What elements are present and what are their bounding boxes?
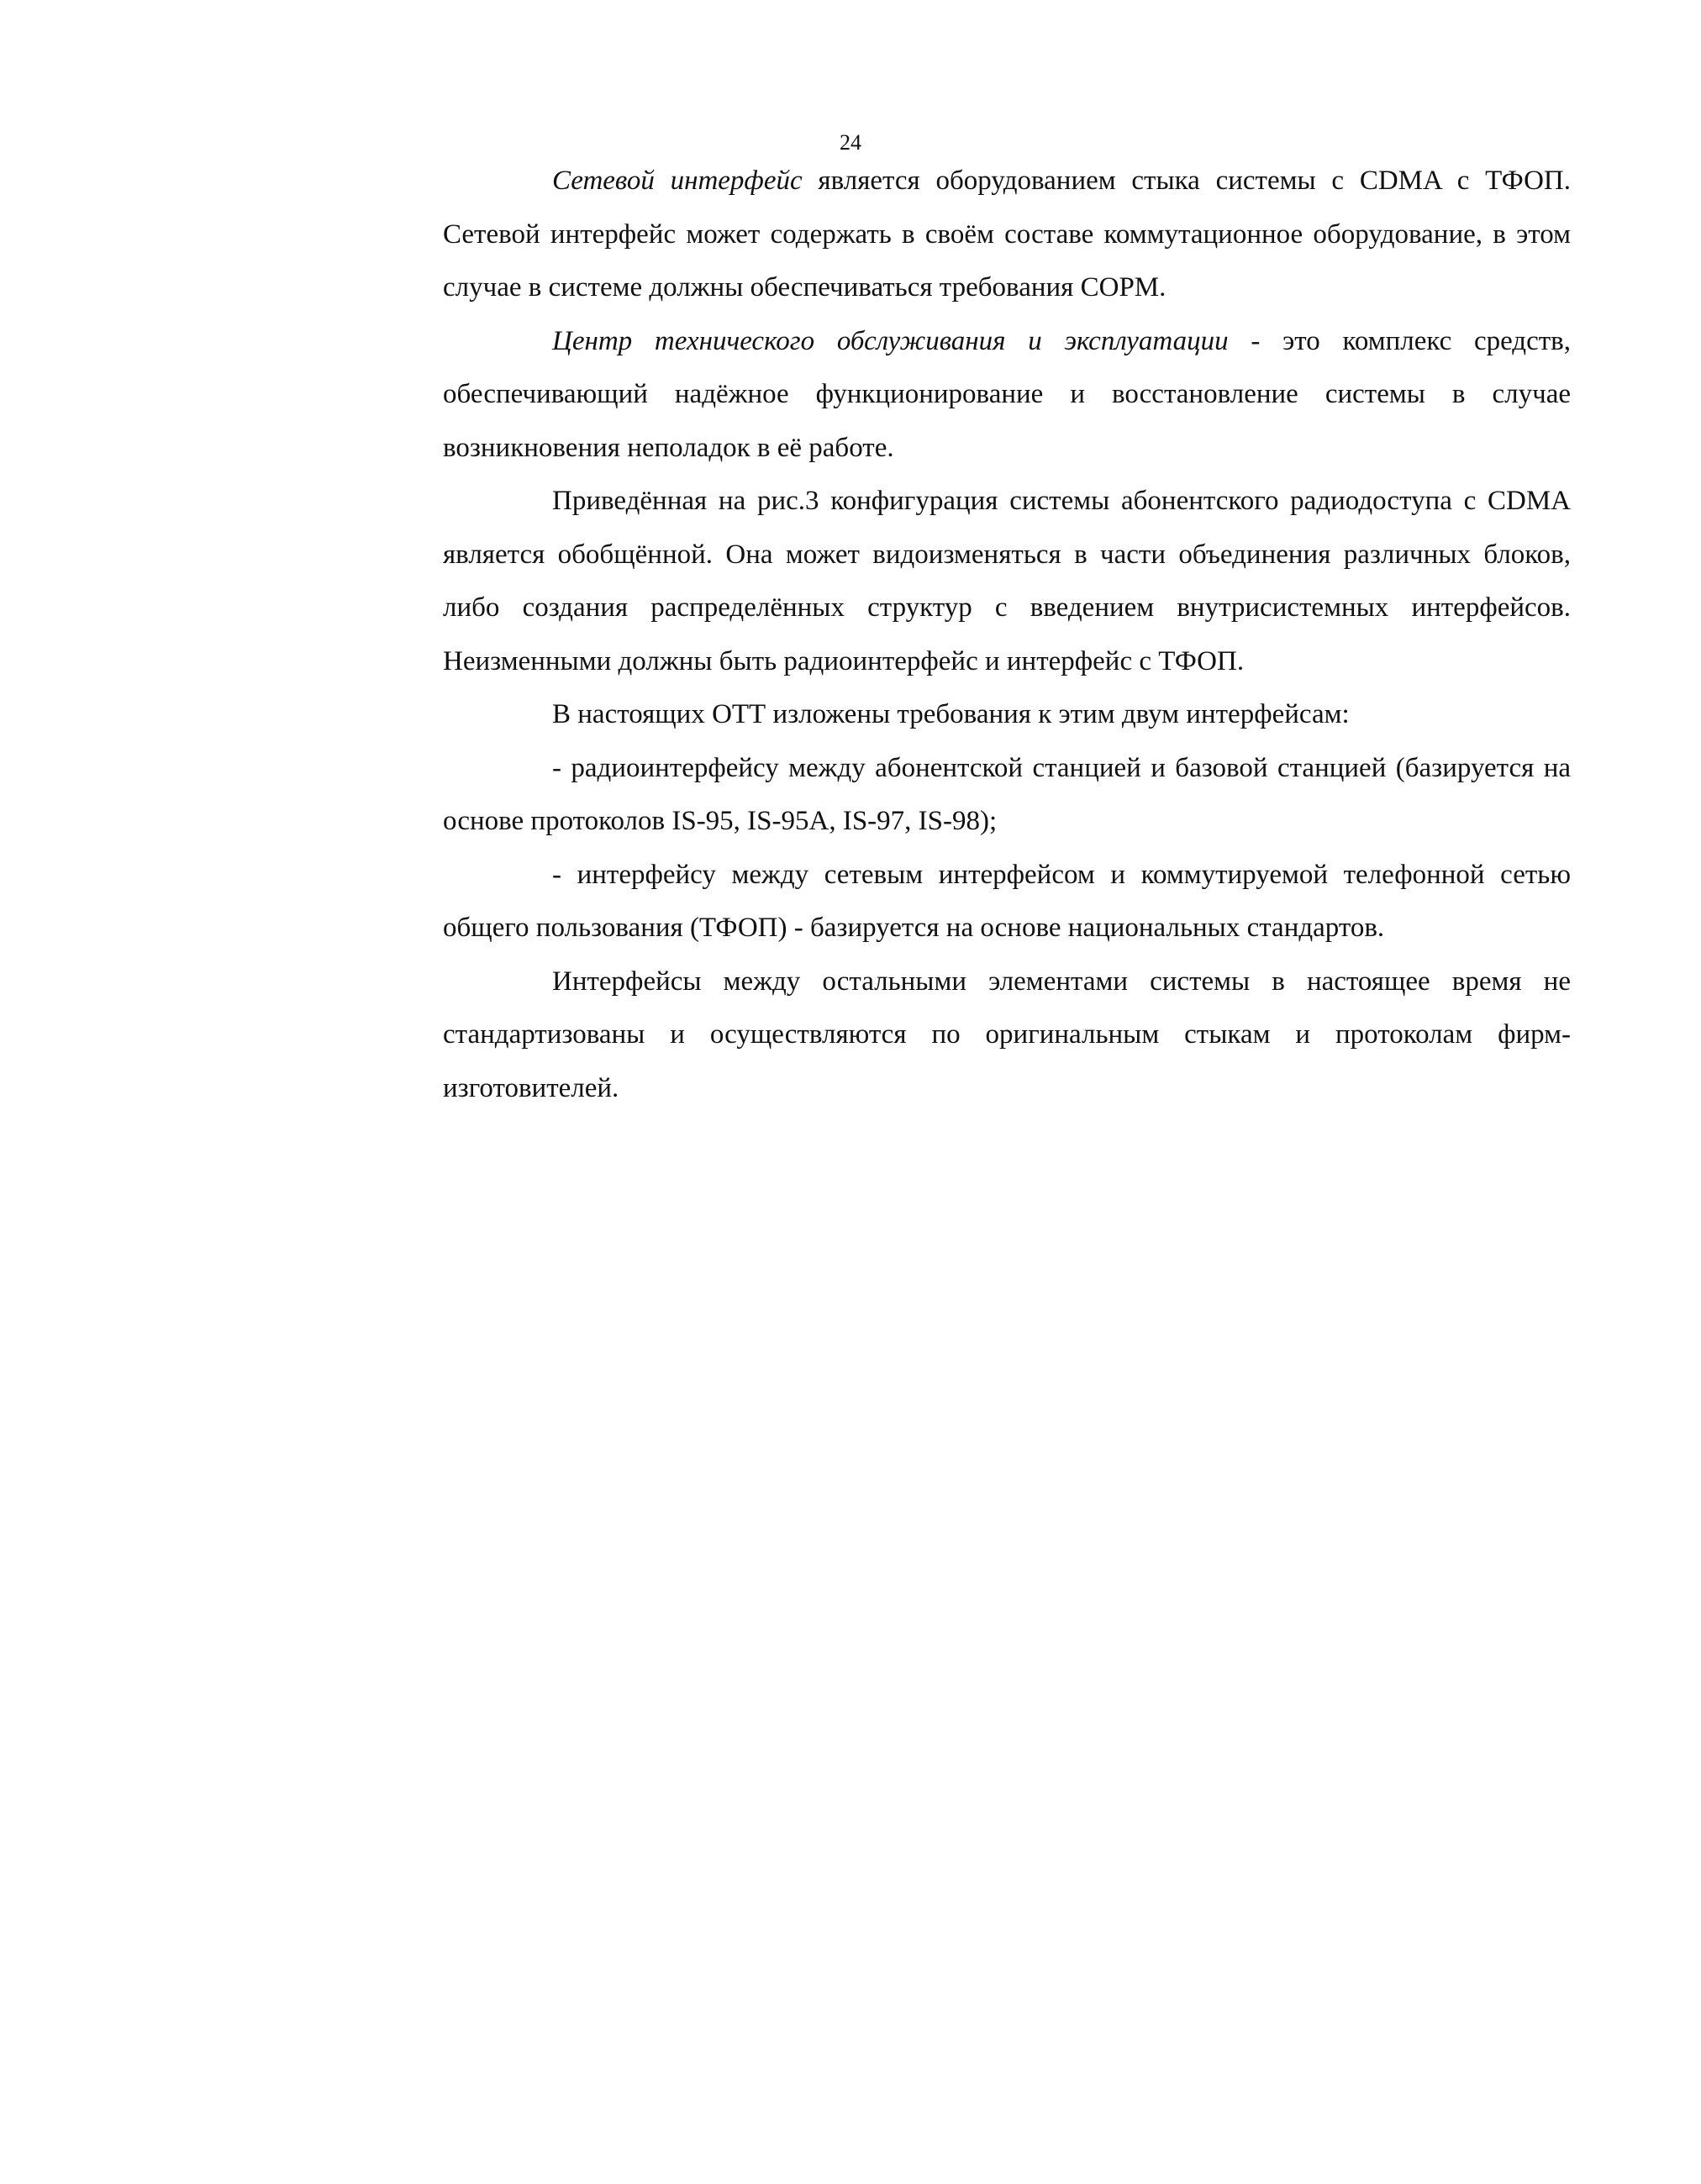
paragraph-configuration: Приведённая на рис.3 конфигурация системы абонентского радиодоступа с CDMA является обобщённой. Она может видоизменяться в части объединения различных блоков, либо создания распределённых структур с введением внутрисистемных интерфейсов. Неизменными должны быть радиоинтерфейс и интерфейс с ТФОП. [443,486,1571,676]
paragraph-maintenance-center [443,315,1571,476]
list-item-pstn-interface: - интерфейсу между сетевым интерфейсом и коммутируемой телефонной сетью общего пользования (ТФОП) - базируется на основе национальных стандартов. [443,859,1571,943]
paragraph-other-interfaces: Интерфейсы между остальными элементами системы в настоящее время не стандартизованы и осуществляются по оригинальным стыкам и протоколам фирм-изготовителей. [443,966,1571,1103]
document-body [443,155,1571,1115]
page-number: 24 [840,130,861,155]
term-maintenance-center: Центр технического обслуживания и эксплуатации [552,325,1229,356]
paragraph-text: - это комплекс средств, обеспечивающий надёжное функционирование и восстановление системы в случае возникновения неполадок в её работе. [443,325,1571,463]
paragraph-network-interface [443,155,1571,315]
term-network-interface: Сетевой интерфейс [552,166,803,196]
paragraph-requirements-intro: В настоящих ОТТ изложены требования к этим двум интерфейсам: [552,699,1350,729]
list-item-radio-interface: - радиоинтерфейсу между абонентской станцией и базовой станцией (базируется на основе протоколов IS-95, IS-95A, IS-97, IS-98); [443,752,1571,836]
paragraph-text: является оборудованием стыка системы с CDMA с ТФОП. Сетевой интерфейс может содержать в своём составе коммутационное оборудование, в этом случае в системе должны обеспечиваться требования СОРМ. [443,166,1571,303]
